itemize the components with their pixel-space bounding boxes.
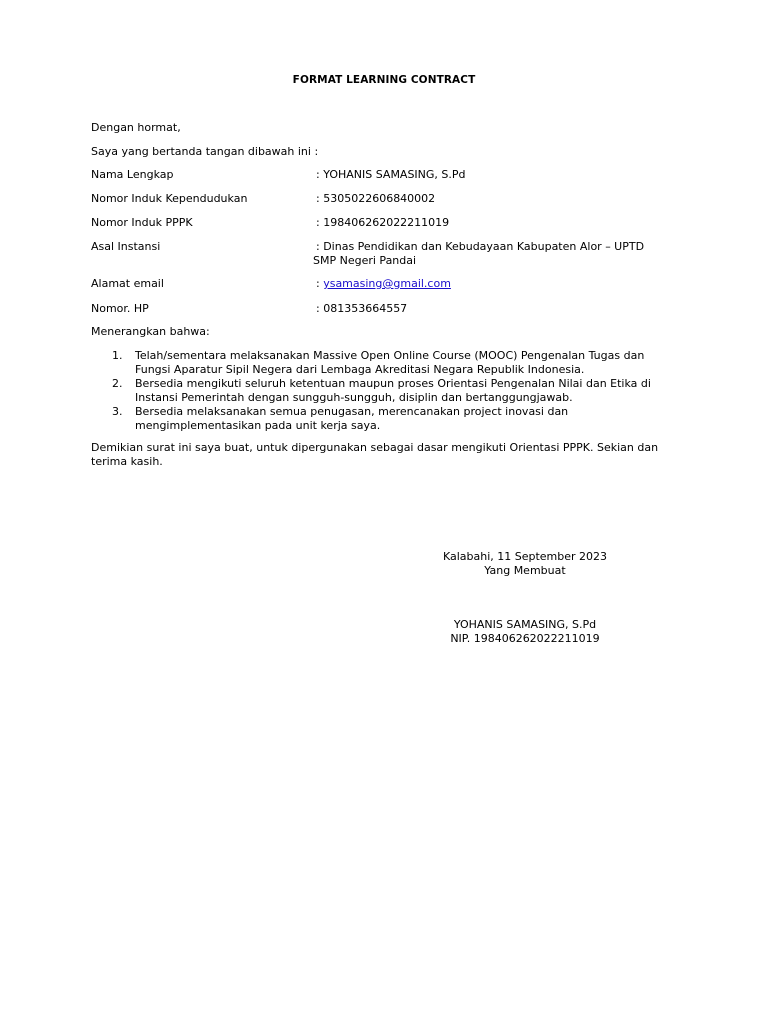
field-label: Nama Lengkap	[91, 168, 174, 181]
field-value: : YOHANIS SAMASING, S.Pd	[316, 168, 466, 181]
field-label: Nomor. HP	[91, 302, 149, 315]
field-label: Nomor Induk PPPK	[91, 216, 193, 229]
field-value: : 198406262022211019	[316, 216, 450, 229]
list-number: 1.	[112, 349, 123, 362]
statement-list	[91, 349, 681, 433]
signature-role: Yang Membuat	[484, 564, 566, 577]
field-label: Nomor Induk Kependudukan	[91, 192, 248, 205]
list-item-line: Bersedia mengikuti seluruh ketentuan maupun proses Orientasi Pengenalan Nilai dan Etika di	[135, 377, 651, 390]
closing-line: terima kasih.	[91, 455, 163, 468]
list-item-line: Instansi Pemerintah dengan sungguh-sungguh, disiplin dan bertanggungjawab.	[135, 391, 573, 404]
list-item-line: Bersedia melaksanakan semua penugasan, merencanakan project inovasi dan	[135, 405, 569, 418]
email-link[interactable]: ysamasing@gmail.com	[323, 277, 451, 290]
statement-intro: Menerangkan bahwa:	[91, 325, 210, 338]
list-number: 3.	[112, 405, 123, 418]
field-value-line2: SMP Negeri Pandai	[313, 254, 417, 267]
intro-text: Saya yang bertanda tangan dibawah ini :	[91, 145, 319, 158]
email-prefix: :	[316, 277, 324, 290]
list-item-line: Fungsi Aparatur Sipil Negera dari Lembaga Akreditasi Negara Republik Indonesia.	[135, 363, 585, 376]
closing-paragraph	[91, 441, 671, 469]
field-label: Asal Instansi	[91, 240, 161, 253]
list-item-line: mengimplementasikan pada unit kerja saya.	[135, 419, 381, 432]
list-item	[91, 377, 681, 405]
field-value-line1: : Dinas Pendidikan dan Kebudayaan Kabupaten Alor – UPTD	[316, 240, 645, 253]
field-value: : 081353664557	[316, 302, 408, 315]
list-item	[91, 405, 681, 433]
list-item	[91, 349, 681, 377]
signature-place-date: Kalabahi, 11 September 2023	[442, 550, 608, 563]
field-label: Alamat email	[91, 277, 164, 290]
field-value: : 5305022606840002	[316, 192, 436, 205]
signature-name: YOHANIS SAMASING, S.Pd	[453, 618, 597, 631]
document-title: FORMAT LEARNING CONTRACT	[292, 74, 476, 86]
greeting: Dengan hormat,	[91, 121, 181, 134]
list-item-line: Telah/sementara melaksanakan Massive Open Online Course (MOOC) Pengenalan Tugas dan	[135, 349, 645, 362]
list-number: 2.	[112, 377, 123, 390]
field-value	[316, 277, 666, 291]
closing-line: Demikian surat ini saya buat, untuk dipergunakan sebagai dasar mengikuti Orientasi PPPK. Sekian dan	[91, 441, 659, 454]
signature-nip: NIP. 198406262022211019	[450, 632, 600, 645]
